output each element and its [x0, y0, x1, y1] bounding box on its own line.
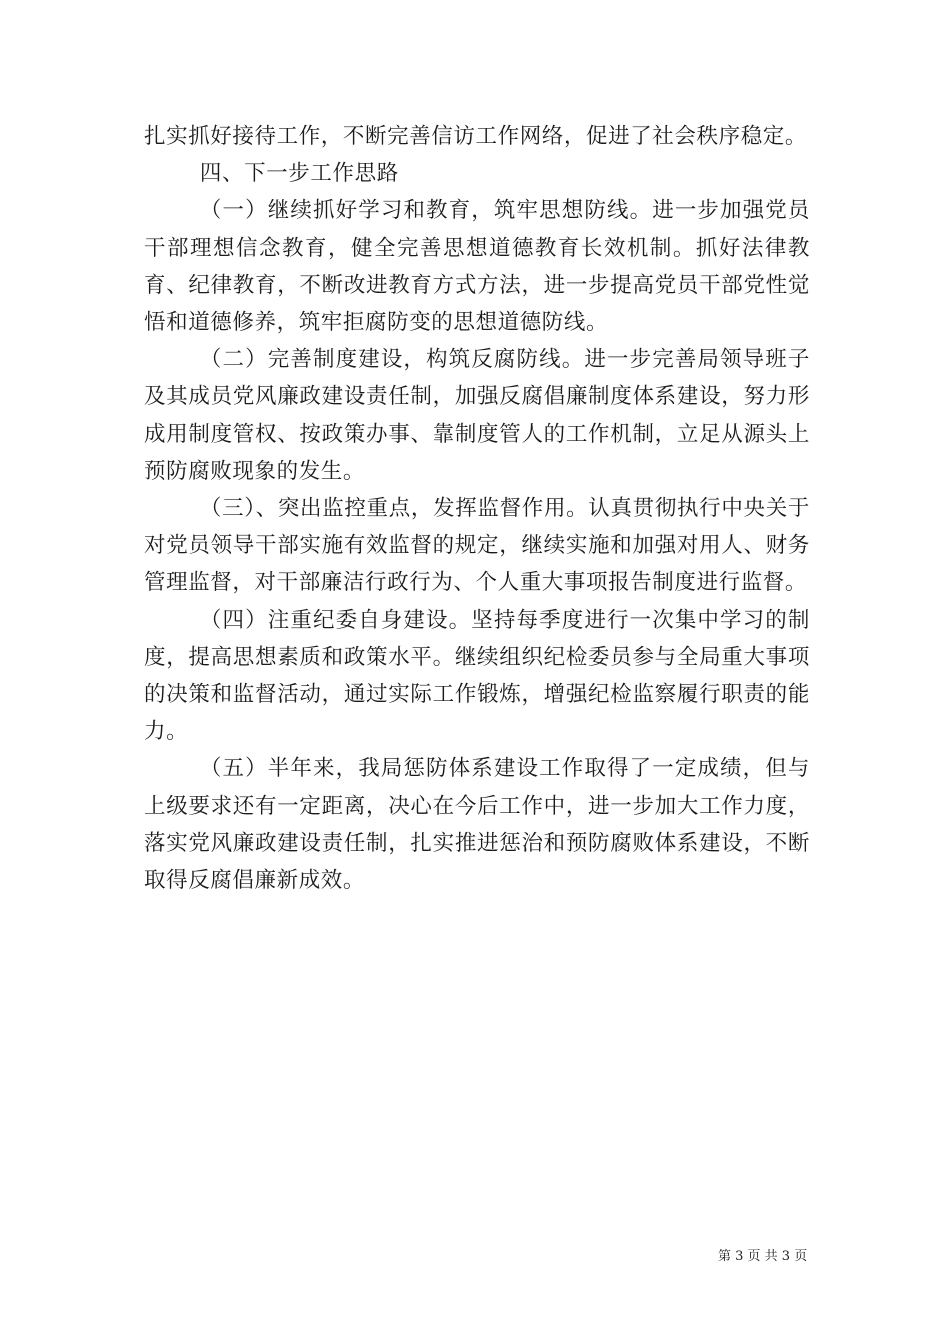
paragraph-continuation: 扎实抓好接待工作，不断完善信访工作网络，促进了社会秩序稳定。: [144, 124, 808, 149]
paragraph-item-4: （四）注重纪委自身建设。坚持每季度进行一次集中学习的制度，提高思想素质和政策水平。继续组织纪检委员参与全局重大事项的决策和监督活动，通过实际工作锻炼，增强纪检监察履行职责的能力。: [144, 607, 810, 745]
page-number-footer: 第 3 页 共 3 页: [718, 1249, 808, 1264]
paragraph-item-3: （三）、突出监控重点，发挥监督作用。认真贯彻执行中央关于对党员领导干部实施有效监督的规定，继续实施和加强对用人、财务管理监督，对干部廉洁行政行为、个人重大事项报告制度进行监督。: [144, 496, 810, 596]
document-body: [144, 118, 810, 899]
paragraph-item-5: （五）半年来，我局惩防体系建设工作取得了一定成绩，但与上级要求还有一定距离，决心在今后工作中，进一步加大工作力度，落实党风廉政建设责任制，扎实推进惩治和预防腐败体系建设，不断取得反腐倡廉新成效。: [144, 756, 810, 894]
paragraph-item-2: （二）完善制度建设，构筑反腐防线。进一步完善局领导班子及其成员党风廉政建设责任制，加强反腐倡廉制度体系建设，努力形成用制度管权、按政策办事、靠制度管人的工作机制，立足从源头上预防腐败现象的发生。: [144, 347, 810, 484]
paragraph-item-1: （一）继续抓好学习和教育，筑牢思想防线。进一步加强党员干部理想信念教育，健全完善思想道德教育长效机制。抓好法律教育、纪律教育，不断改进教育方式方法，进一步提高党员干部党性觉悟和道德修养，筑牢拒腐防变的思想道德防线。: [144, 198, 810, 336]
section-heading-next-steps: 四、下一步工作思路: [199, 161, 399, 187]
